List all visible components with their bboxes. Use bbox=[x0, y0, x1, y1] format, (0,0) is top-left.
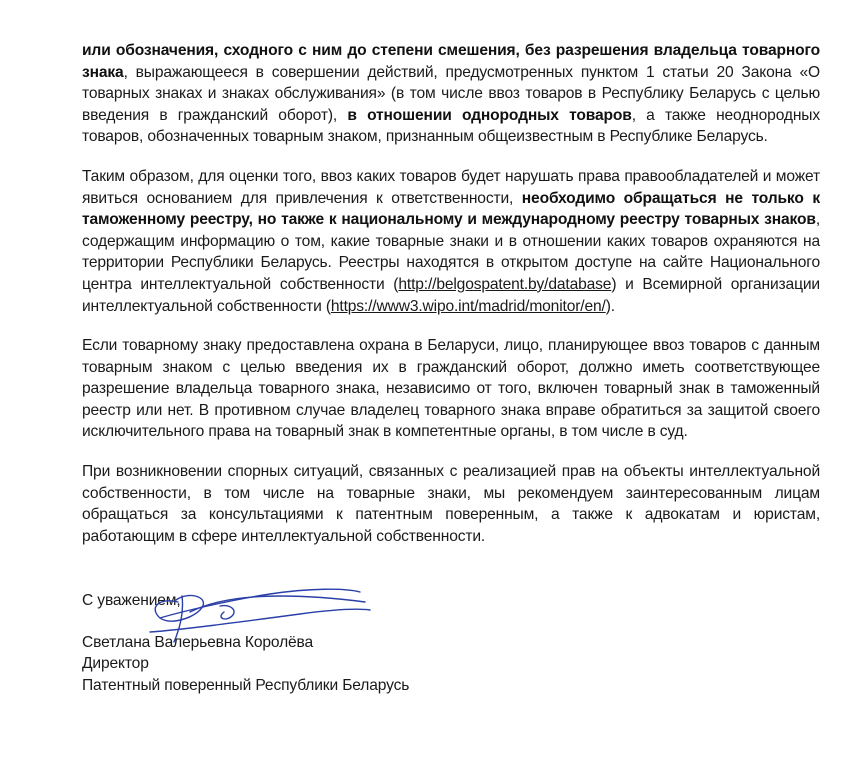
paragraph-recommendation bbox=[82, 461, 820, 547]
wipo-link[interactable]: https://www3.wipo.int/madrid/monitor/en/ bbox=[330, 297, 606, 315]
paragraph-registers bbox=[82, 166, 820, 317]
paragraph-text: , содержащим информацию о том, какие товарные знаки и в отношении каких товаров охраняются на территории Республики Беларусь. Реестры находятся в открытом доступе на сайте Национального центра интеллектуальной собственности ( bbox=[82, 211, 820, 293]
signatory-name: Светлана Валерьевна Королёва bbox=[82, 634, 314, 651]
paragraph-text: ). bbox=[605, 297, 615, 315]
bold-phrase: необходимо обращаться не только к таможенному реестру, но также к национальному и международному реестру товарных знаков bbox=[82, 189, 820, 229]
paragraph-text: Если товарному знаку предоставлена охрана в Беларуси, лицо, планирующее ввоз товаров с данным товарным знаком с целью введения их в гражданский оборот, должно иметь соответствующее разрешение владельца товарного знака, независимо от того, включен товарный знак в таможенный реестр или нет. В противном случае владелец товарного знака вправе обратиться за защитой своего исключительного права на товарный знак в компетентные органы, в том числе в суд. bbox=[82, 337, 820, 441]
paragraph-text: При возникновении спорных ситуаций, связанных с реализацией прав на объекты интеллектуальной собственности, в том числе на товарные знаки, мы рекомендуем заинтересованным лицам обращаться за консультациями к патентным поверенным, а также к адвокатам и юристам, работающим в сфере интеллектуальной собственности. bbox=[82, 463, 820, 545]
paragraph-protection bbox=[82, 335, 820, 443]
bold-phrase: или обозначения, сходного с ним до степени смешения, без разрешения владельца товарного знака bbox=[82, 42, 820, 81]
signatory-title: Патентный поверенный Республики Беларусь bbox=[82, 677, 410, 694]
paragraph-text: , выражающееся в совершении действий, предусмотренных пунктом 1 статьи 20 Закона «О товарных знаках и знаках обслуживания» (в том числе ввоз товаров в Республику Беларусь с целью введения в гражданский оборот), bbox=[82, 63, 820, 124]
paragraph-text: , а также неоднородных товаров, обозначенных товарным знаком, признанным общеизвестным в Республике Беларусь. bbox=[82, 106, 820, 146]
closing-regards: С уважением, bbox=[82, 592, 181, 609]
bold-phrase: в отношении однородных товаров bbox=[347, 106, 632, 124]
paragraph-text: ) и Всемирной организации интеллектуальной собственности ( bbox=[82, 275, 820, 315]
paragraph-text: Таким образом, для оценки того, ввоз каких товаров будет нарушать права правообладателей и может явиться основанием для привлечения к ответственности, bbox=[82, 168, 820, 207]
paragraph-infringement bbox=[82, 40, 820, 148]
signatory-position: Директор bbox=[82, 655, 149, 672]
belgospatent-link[interactable]: http://belgospatent.by/database bbox=[398, 275, 612, 293]
